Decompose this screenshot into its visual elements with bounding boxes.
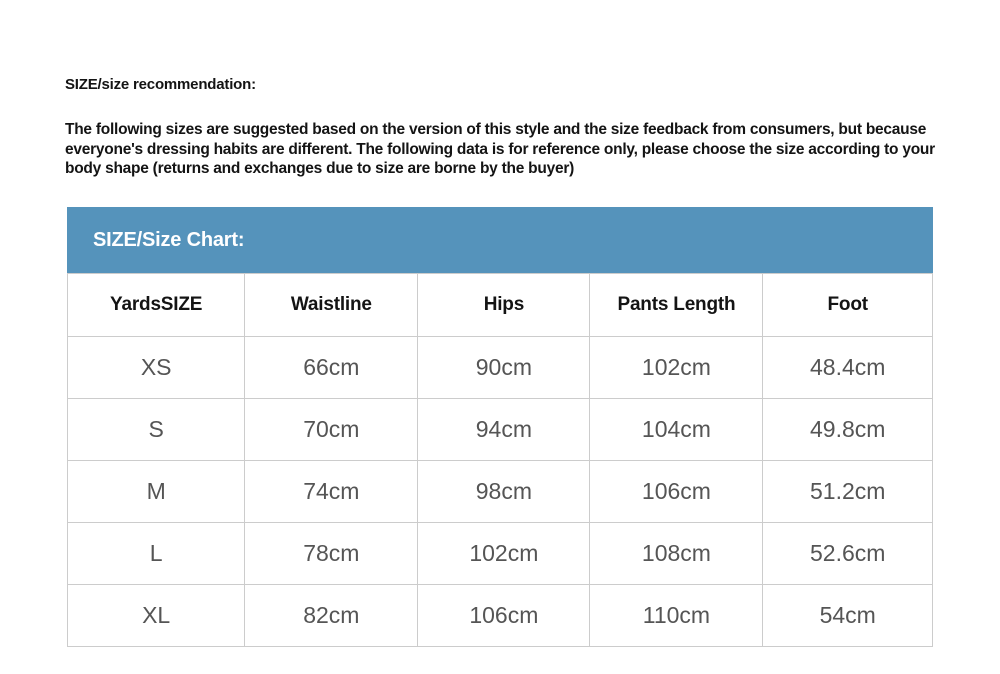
pants-length-value: 108cm (590, 523, 763, 585)
size-label: XS (68, 337, 245, 399)
table-header-row (68, 274, 933, 337)
pants-length-value: 104cm (590, 399, 763, 461)
pants-length-value: 106cm (590, 461, 763, 523)
table-row (68, 399, 933, 461)
hips-value: 98cm (418, 461, 590, 523)
pants-length-value: 102cm (590, 337, 763, 399)
pants-length-value: 110cm (590, 585, 763, 647)
waistline-value: 66cm (245, 337, 418, 399)
size-label: M (68, 461, 245, 523)
size-chart-table (67, 273, 933, 647)
table-row (68, 585, 933, 647)
column-header-yards-size: YardsSIZE (68, 274, 245, 337)
table-row (68, 337, 933, 399)
table-row (68, 523, 933, 585)
size-label: L (68, 523, 245, 585)
foot-value: 48.4cm (763, 337, 933, 399)
size-chart-section (67, 207, 933, 647)
hips-value: 94cm (418, 399, 590, 461)
size-recommendation-heading: SIZE/size recommendation: (65, 76, 256, 93)
table-row (68, 461, 933, 523)
foot-value: 54cm (763, 585, 933, 647)
foot-value: 52.6cm (763, 523, 933, 585)
foot-value: 49.8cm (763, 399, 933, 461)
size-recommendation-description: The following sizes are suggested based on the version of this style and the size feedback from consumers, but because everyone's dressing habits are different. The following data is for reference only, please choose the size according to your body shape (returns and exchanges due to size are borne by the buyer) (65, 121, 935, 177)
waistline-value: 70cm (245, 399, 418, 461)
waistline-value: 78cm (245, 523, 418, 585)
column-header-pants-length: Pants Length (590, 274, 763, 337)
waistline-value: 82cm (245, 585, 418, 647)
size-chart-title: SIZE/Size Chart: (93, 228, 245, 251)
column-header-hips: Hips (418, 274, 590, 337)
column-header-foot: Foot (763, 274, 933, 337)
size-chart-title-band (67, 207, 933, 273)
hips-value: 90cm (418, 337, 590, 399)
foot-value: 51.2cm (763, 461, 933, 523)
size-label: XL (68, 585, 245, 647)
waistline-value: 74cm (245, 461, 418, 523)
size-label: S (68, 399, 245, 461)
column-header-waistline: Waistline (245, 274, 418, 337)
hips-value: 102cm (418, 523, 590, 585)
hips-value: 106cm (418, 585, 590, 647)
